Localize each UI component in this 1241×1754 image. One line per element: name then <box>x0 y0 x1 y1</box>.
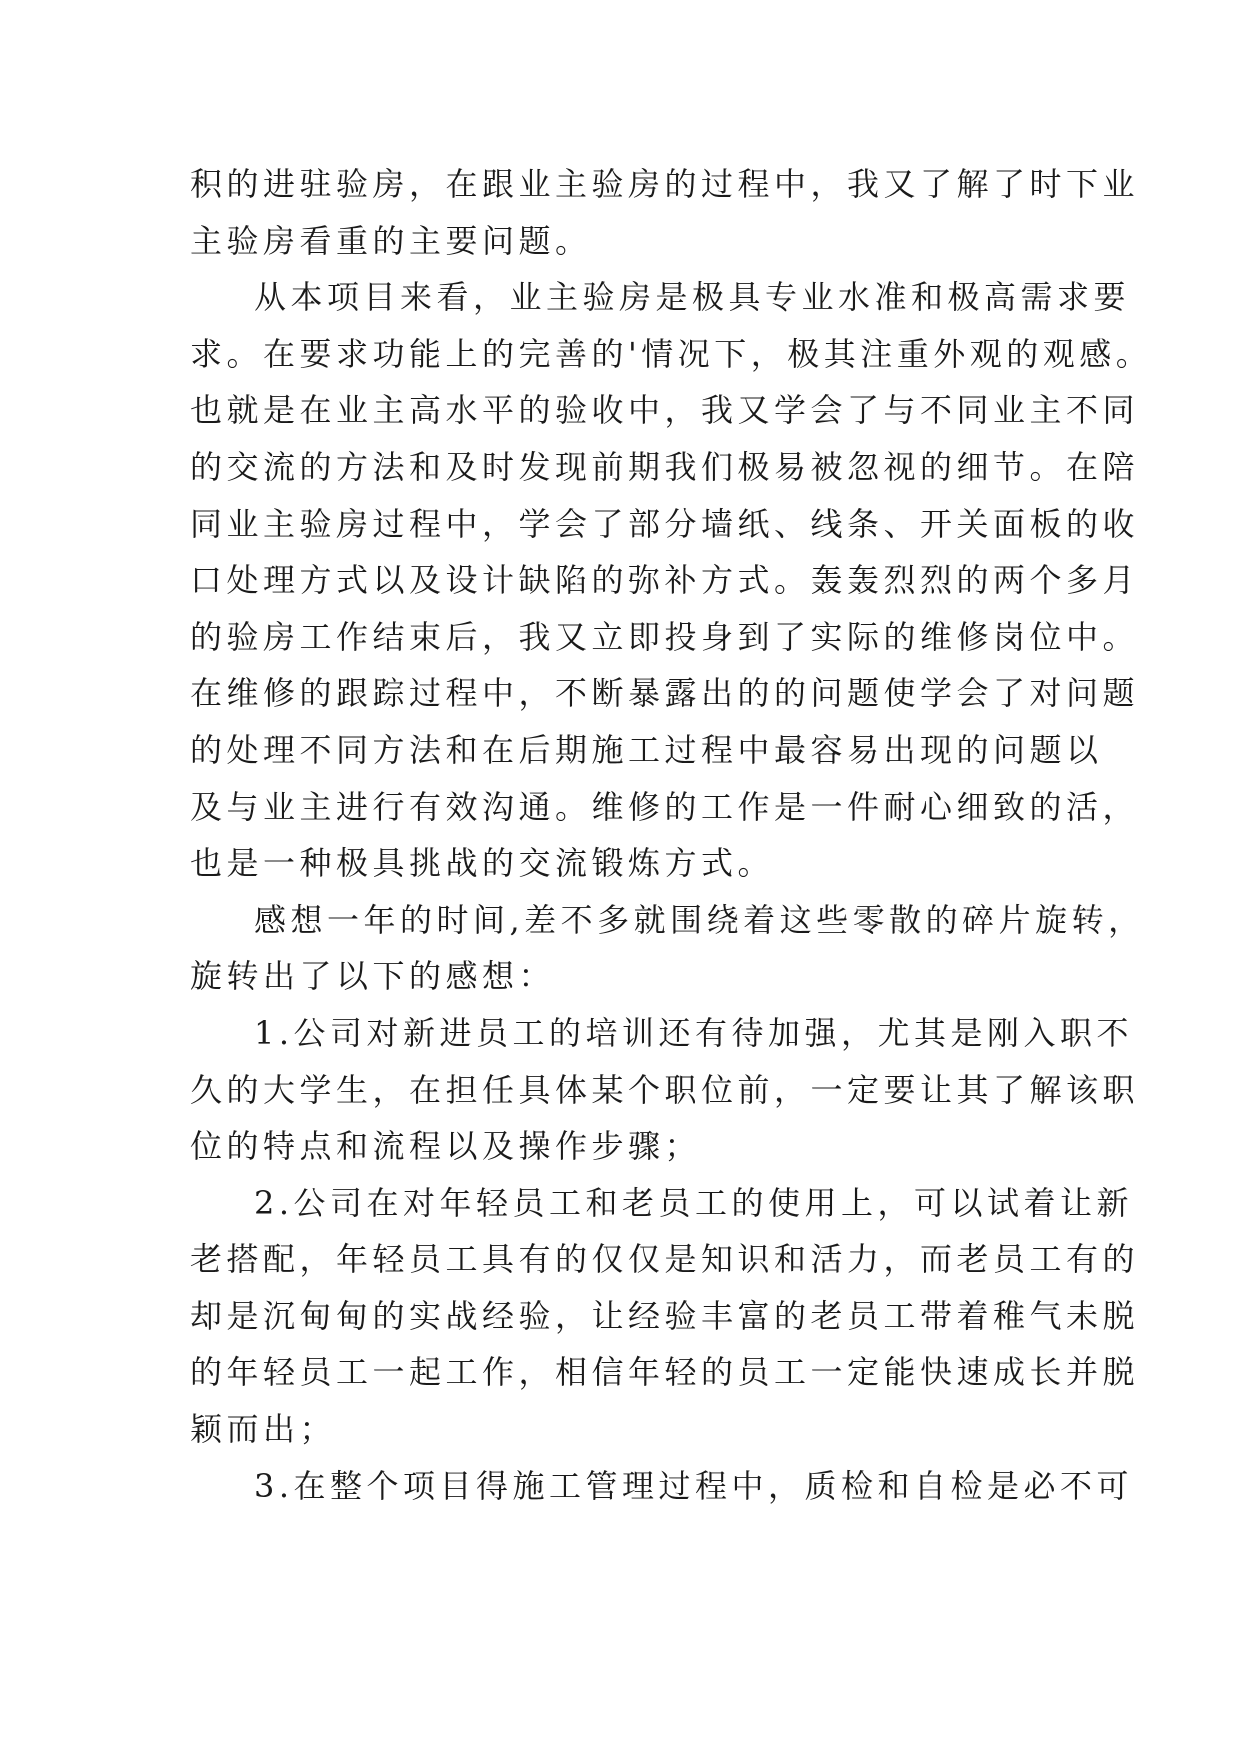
text-line: 久的大学生，在担任具体某个职位前，一定要让其了解该职 <box>190 1070 1140 1109</box>
text-line: 的年轻员工一起工作，相信年轻的员工一定能快速成长并脱 <box>190 1353 1140 1392</box>
list-item-3-start: 3.在整个项目得施工管理过程中，质检和自检是必不可 <box>254 1466 1134 1505</box>
text-line: 在维修的跟踪过程中，不断暴露出的的问题使学会了对问题 <box>190 674 1140 713</box>
text-line: 的验房工作结束后，我又立即投身到了实际的维修岗位中。 <box>190 617 1140 656</box>
list-item-2-start: 2.公司在对年轻员工和老员工的使用上，可以试着让新 <box>254 1183 1134 1222</box>
text-line: 口处理方式以及设计缺陷的弥补方式。轰轰烈烈的两个多月 <box>190 561 1140 600</box>
text-line: 同业主验房过程中，学会了部分墙纸、线条、开关面板的收 <box>190 504 1140 543</box>
list-item-1-start: 1.公司对新进员工的培训还有待加强，尤其是刚入职不 <box>254 1013 1134 1052</box>
text-line: 主验房看重的主要问题。 <box>190 221 592 260</box>
text-line: 的交流的方法和及时发现前期我们极易被忽视的细节。在陪 <box>190 447 1140 486</box>
text-line: 也是一种极具挑战的交流锻炼方式。 <box>190 844 775 883</box>
text-line: 却是沉甸甸的实战经验，让经验丰富的老员工带着稚气未脱 <box>190 1296 1140 1335</box>
text-line: 老搭配，年轻员工具有的仅仅是知识和活力，而老员工有的 <box>190 1240 1140 1279</box>
paragraph-start-line: 从本项目来看，业主验房是极具专业水准和极高需求要 <box>254 278 1131 317</box>
text-line: 及与业主进行有效沟通。维修的工作是一件耐心细致的活， <box>190 787 1140 826</box>
text-line: 积的进驻验房，在跟业主验房的过程中，我又了解了时下业 <box>190 165 1140 203</box>
text-line: 位的特点和流程以及操作步骤； <box>190 1127 702 1166</box>
text-line: 也就是在业主高水平的验收中，我又学会了与不同业主不同 <box>190 391 1140 430</box>
text-line: 旋转出了以下的感想： <box>190 957 556 996</box>
text-line: 颖而出； <box>190 1410 337 1449</box>
text-line: 的处理不同方法和在后期施工过程中最容易出现的问题以 <box>190 730 1103 769</box>
paragraph-start-line: 感想一年的时间,差不多就围绕着这些零散的碎片旋转， <box>254 900 1145 939</box>
text-line: 求。在要求功能上的完善的'情况下，极其注重外观的观感。 <box>190 334 1153 373</box>
document-body <box>190 156 1153 1514</box>
